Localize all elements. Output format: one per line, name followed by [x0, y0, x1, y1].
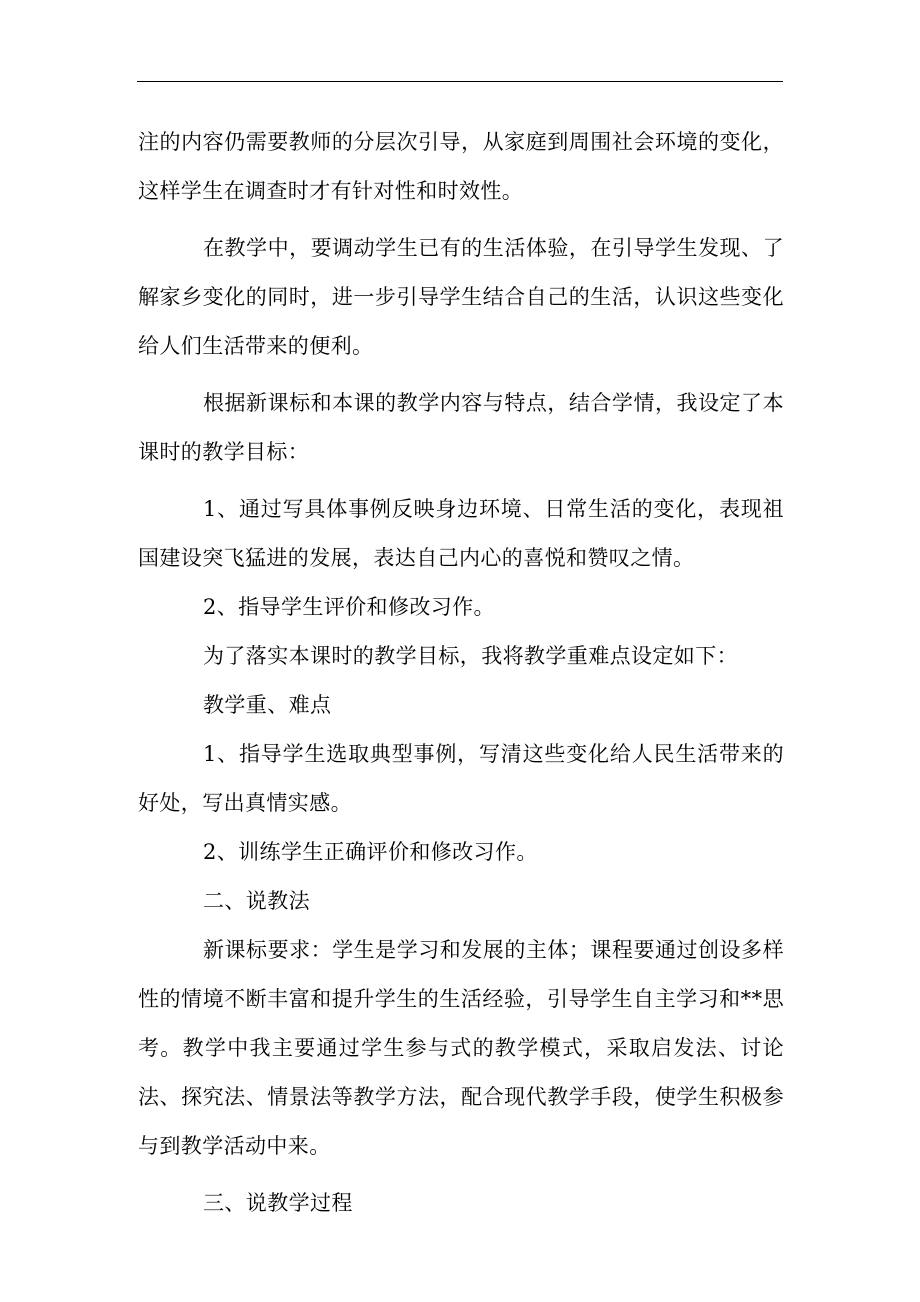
section-heading-methods: 二、说教法	[203, 889, 310, 913]
header-divider-line	[137, 81, 783, 82]
paragraph-continuation: 注的内容仍需要教师的分层次引导，从家庭到周围社会环境的变化，这样学生在调查时才有针对性和时效性。	[138, 130, 784, 203]
section-heading-process: 三、说教学过程	[203, 1191, 353, 1215]
objective-item-2: 2、指导学生评价和修改习作。	[203, 595, 495, 619]
heading-key-points: 教学重、难点	[203, 693, 332, 717]
key-point-item-1: 1、指导学生选取典型事例，写清这些变化给人民生活带来的好处，写出真情实感。	[138, 742, 784, 815]
paragraph-teaching-approach: 在教学中，要调动学生已有的生活体验，在引导学生发现、了解家乡变化的同时，进一步引导学生结合自己的生活，认识这些变化给人们生活带来的便利。	[138, 236, 784, 358]
key-point-item-2: 2、训练学生正确评价和修改习作。	[203, 840, 538, 864]
document-body	[138, 118, 784, 1228]
objective-item-1: 1、通过写具体事例反映身边环境、日常生活的变化，表现祖国建设突飞猛进的发展，表达自己内心的喜悦和赞叹之情。	[138, 497, 784, 570]
paragraph-methods: 新课标要求：学生是学习和发展的主体；课程要通过创设多样性的情境不断丰富和提升学生的生活经验，引导学生自主学习和**思考。教学中我主要通过学生参与式的教学模式，采取启发法、讨论法、探究法、情景法等教学方法，配合现代教学手段，使学生积极参与到教学活动中来。	[138, 938, 784, 1158]
paragraph-key-points-intro: 为了落实本课时的教学目标，我将教学重难点设定如下：	[203, 644, 738, 668]
paragraph-objectives-intro: 根据新课标和本课的教学内容与特点，结合学情，我设定了本课时的教学目标：	[138, 391, 784, 464]
